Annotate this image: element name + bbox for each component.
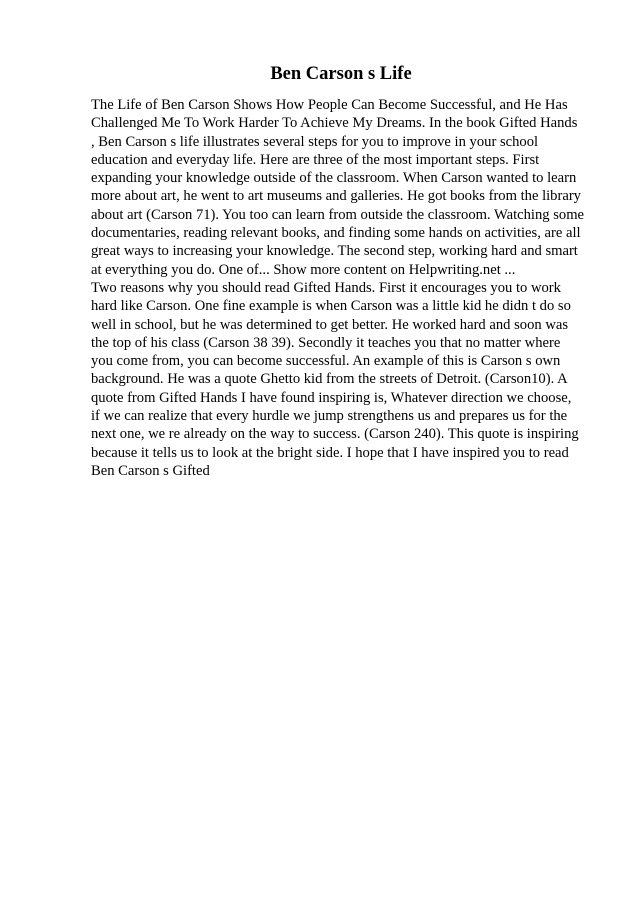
body-line: great ways to increasing your knowledge. The second step, working hard and smart (91, 243, 578, 260)
body-line: background. He was a quote Ghetto kid from the streets of Detroit. (Carson10). A (91, 371, 568, 388)
body-line: well in school, but he was determined to get better. He worked hard and soon was (91, 316, 569, 333)
document-body (91, 96, 611, 480)
body-line: because it tells us to look at the bright side. I hope that I have inspired you to read (91, 444, 569, 461)
body-line: , Ben Carson s life illustrates several steps for you to improve in your school (91, 133, 539, 150)
body-line: about art (Carson 71). You too can learn from outside the classroom. Watching some (91, 206, 585, 223)
body-line: Ben Carson s Gifted (91, 462, 210, 479)
body-line: documentaries, reading relevant books, and finding some hands on activities, are all (91, 225, 581, 242)
body-line: The Life of Ben Carson Shows How People Can Become Successful, and He Has (91, 97, 568, 113)
document-title: Ben Carson s Life (270, 64, 412, 84)
body-line: you come from, you can become successful. An example of this is Carson s own (91, 353, 561, 370)
body-line: Challenged Me To Work Harder To Achieve My Dreams. In the book Gifted Hands (91, 115, 578, 132)
body-line: at everything you do. One of... Show more content on Helpwriting.net ... (91, 261, 516, 278)
body-line: Two reasons why you should read Gifted Hands. First it encourages you to work (91, 279, 561, 296)
body-line: if we can realize that every hurdle we jump strengthens us and prepares us for the (91, 408, 568, 425)
body-line: hard like Carson. One fine example is when Carson was a little kid he didn t do so (91, 298, 571, 315)
body-line: expanding your knowledge outside of the classroom. When Carson wanted to learn (91, 170, 577, 187)
body-line: quote from Gifted Hands I have found inspiring is, Whatever direction we choose, (91, 389, 572, 406)
body-line: more about art, he went to art museums and galleries. He got books from the library (91, 188, 581, 205)
body-line: education and everyday life. Here are three of the most important steps. First (91, 151, 540, 168)
body-line: the top of his class (Carson 38 39). Secondly it teaches you that no matter where (91, 334, 561, 351)
body-line: next one, we re already on the way to success. (Carson 240). This quote is inspiring (91, 426, 579, 443)
